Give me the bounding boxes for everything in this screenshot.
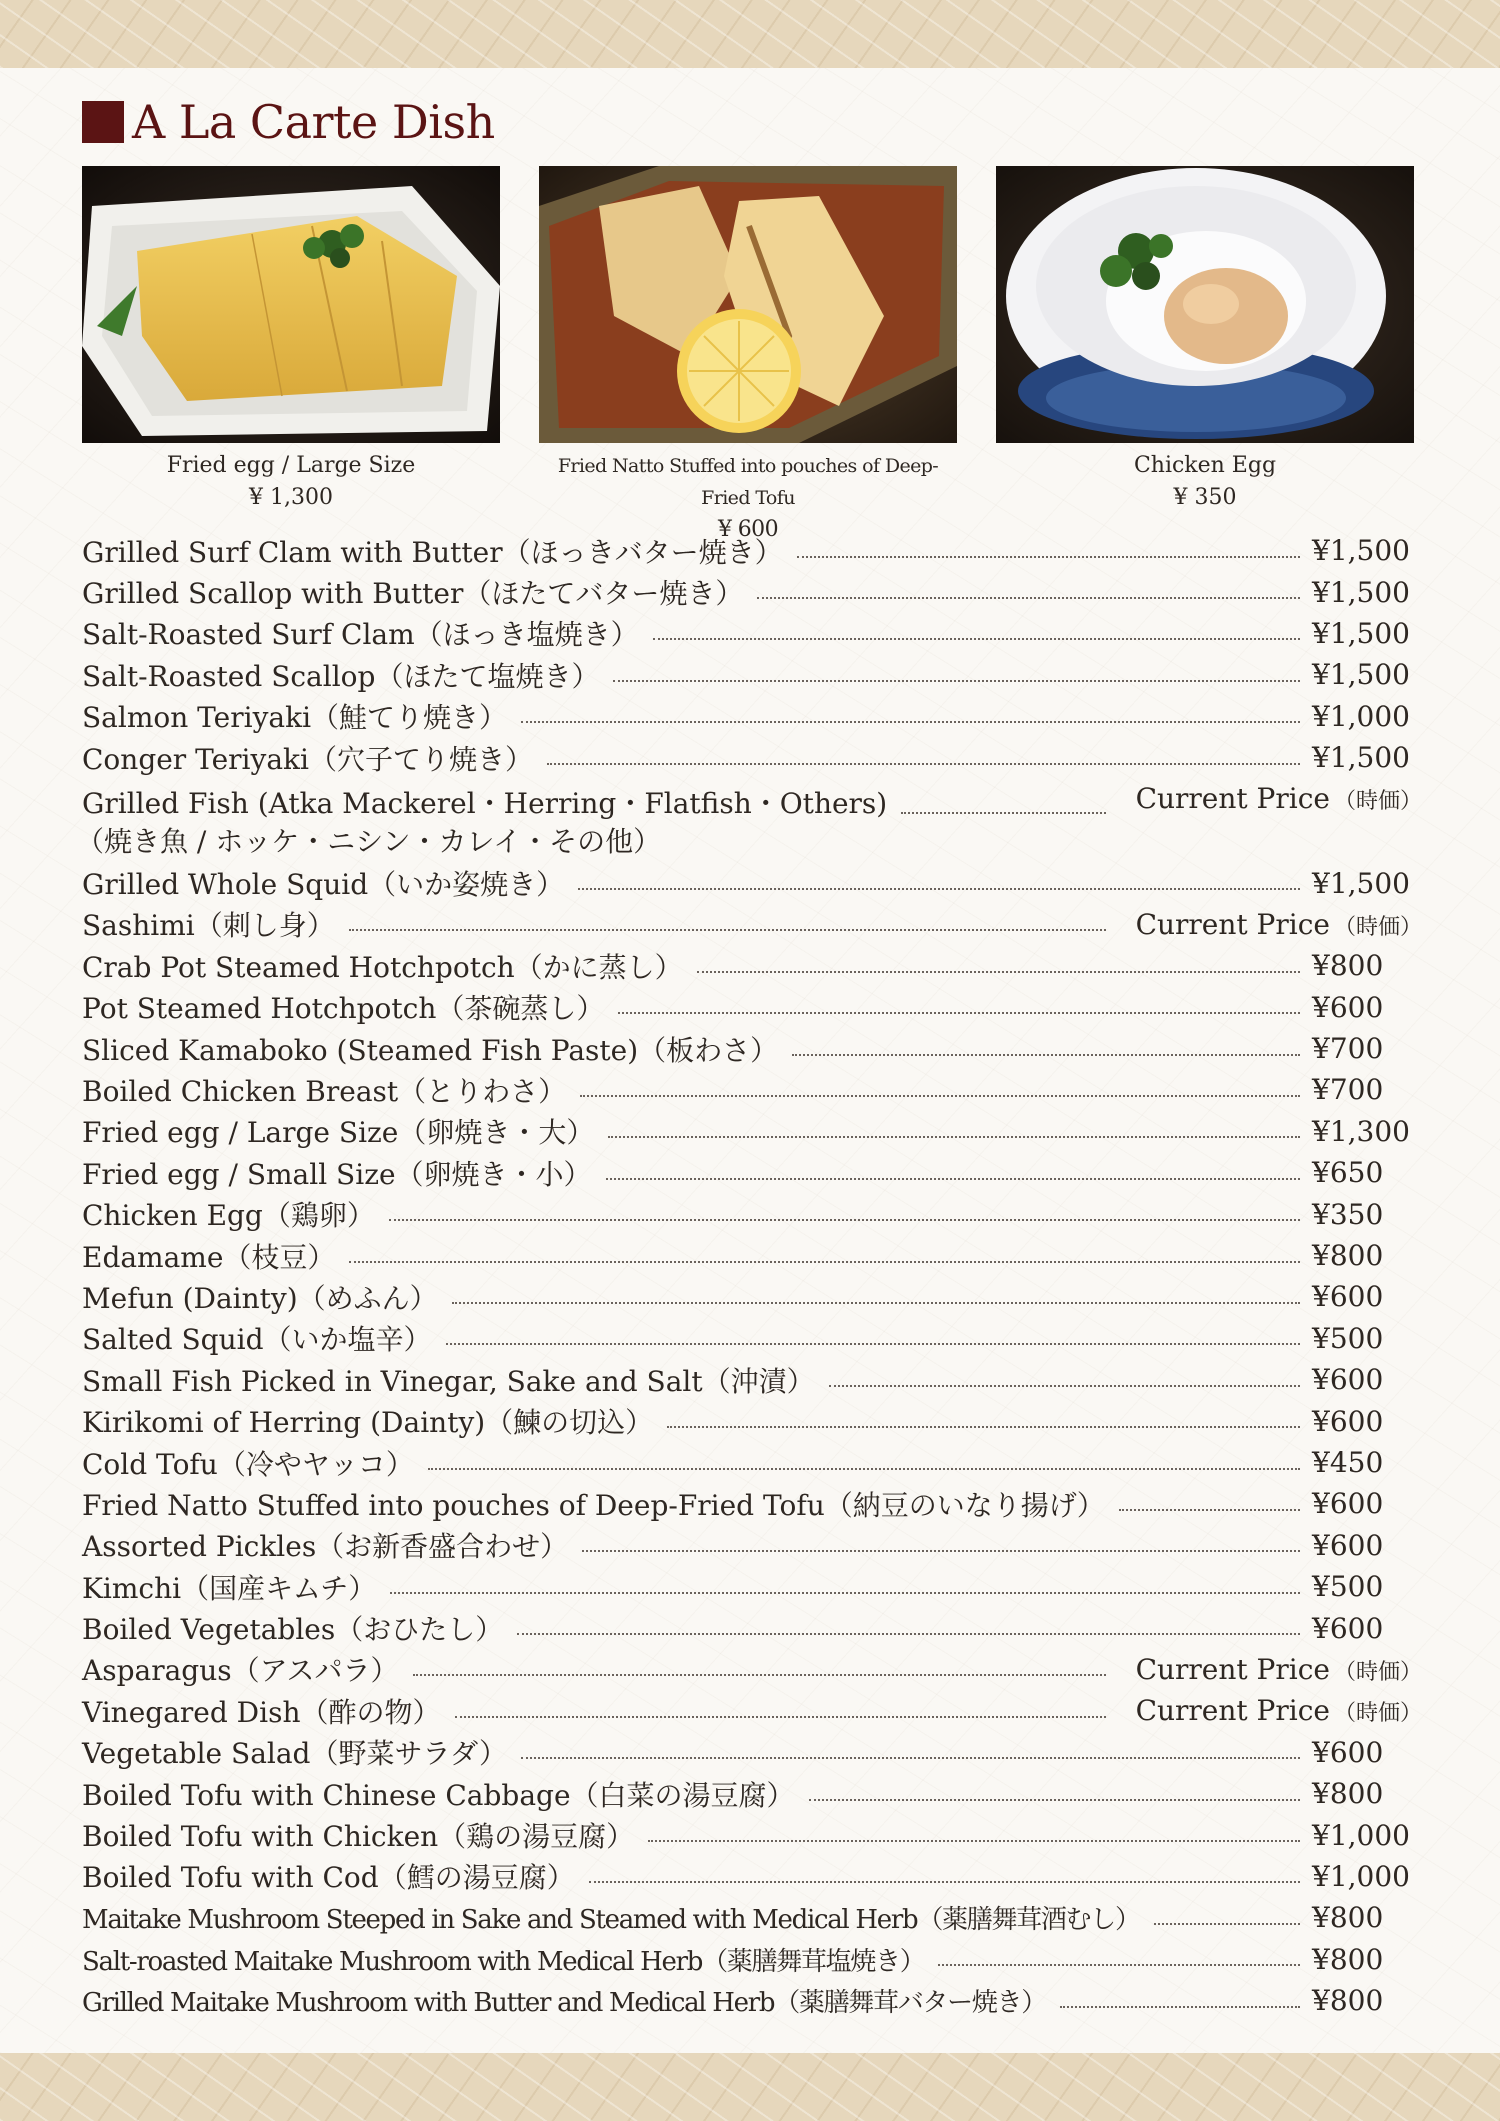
title-square-icon: [82, 101, 124, 143]
decorative-bottom-band: [0, 2053, 1500, 2121]
menu-item-price-value: ¥1,000: [1312, 699, 1410, 733]
menu-item-price-value: ¥600: [1312, 1528, 1384, 1562]
menu-item-price-value: ¥600: [1312, 1611, 1384, 1645]
menu-item-price: [1312, 1239, 1422, 1272]
menu-item-price-value: ¥800: [1312, 1984, 1384, 2018]
menu-item: [82, 1814, 1422, 1855]
menu-item-price: [1312, 1073, 1422, 1106]
dotted-leader: [589, 1881, 1300, 1883]
menu-item-name: Asparagus（アスパラ）: [82, 1654, 399, 1688]
menu-item-price: [1312, 1943, 1422, 1976]
menu-item-price-note: （時価）: [1333, 1659, 1422, 1685]
menu-item-price: [1312, 1115, 1422, 1148]
menu-item: [82, 1111, 1422, 1152]
menu-item-name: Kirikomi of Herring (Dainty)（鰊の切込）: [82, 1406, 654, 1440]
menu-item: [82, 654, 1422, 695]
menu-item-price-value: ¥500: [1312, 1570, 1384, 1604]
menu-item: [82, 613, 1422, 654]
menu-item-price: [1312, 1984, 1422, 2017]
menu-item: [82, 1359, 1422, 1400]
menu-item-price: [1312, 867, 1422, 900]
dotted-leader: [582, 1550, 1300, 1552]
menu-item-price-value: ¥600: [1312, 1404, 1384, 1438]
chicken-egg-bowl-photo: [996, 166, 1414, 443]
menu-item-price: [1312, 1156, 1422, 1189]
menu-item: [82, 1483, 1422, 1524]
menu-item-price-value: ¥1,300: [1312, 1114, 1410, 1148]
menu-item-price: [1312, 658, 1422, 691]
menu-item: [82, 696, 1422, 737]
dotted-leader: [809, 1799, 1300, 1801]
featured-name-2: Fried Natto Stuffed into pouches of Deep-Fried Tofu: [557, 455, 939, 509]
menu-item-price-value: ¥1,500: [1312, 575, 1410, 609]
menu-item: [82, 1193, 1422, 1234]
menu-item-name: Sashimi（刺し身）: [82, 909, 335, 943]
dotted-leader: [653, 638, 1300, 640]
menu-item-name: Mefun (Dainty)（めふん）: [82, 1281, 438, 1315]
dotted-leader: [517, 1633, 1300, 1635]
menu-item-price-value: ¥700: [1312, 1073, 1384, 1107]
menu-item-price-value: Current Price: [1135, 907, 1330, 941]
menu-item-name: Conger Teriyaki（穴子てり焼き）: [82, 742, 533, 776]
menu-item: [82, 1525, 1422, 1566]
menu-item-name: Grilled Maitake Mushroom with Butter and Medical Herb（薬膳舞茸バター焼き）: [82, 1988, 1046, 2019]
menu-item-price-value: ¥600: [1312, 1280, 1384, 1314]
section-title: [82, 94, 495, 150]
menu-item-price-value: ¥800: [1312, 949, 1384, 983]
menu-item-name: Salt-roasted Maitake Mushroom with Medical Herb（薬膳舞茸塩焼き）: [82, 1946, 925, 1977]
menu-item-name: Kimchi（国産キムチ）: [82, 1571, 377, 1605]
menu-item-price: [1312, 1570, 1422, 1603]
menu-item: [82, 904, 1422, 945]
menu-item-price: [1312, 1487, 1422, 1520]
menu-item: [82, 1939, 1422, 1980]
menu-item-price: [1312, 1446, 1422, 1479]
menu-item-price: [1312, 1736, 1422, 1769]
menu-item-price: [1312, 617, 1422, 650]
dotted-leader: [938, 1964, 1300, 1966]
decorative-top-band: [0, 0, 1500, 68]
menu-item-name: Boiled Tofu with Chinese Cabbage（白菜の湯豆腐）: [82, 1778, 795, 1812]
menu-item-name: Crab Pot Steamed Hotchpotch（かに蒸し）: [82, 950, 683, 984]
menu-item-price: [1312, 1198, 1422, 1231]
dotted-leader: [608, 1136, 1300, 1138]
menu-item-price: [1312, 1322, 1422, 1355]
dotted-leader: [547, 763, 1300, 765]
menu-item: [82, 737, 1422, 778]
menu-item-price: [1312, 1529, 1422, 1562]
dotted-leader: [613, 680, 1300, 682]
menu-item-price-value: ¥650: [1312, 1156, 1384, 1190]
menu-item-name: Small Fish Picked in Vinegar, Sake and Salt（沖漬）: [82, 1364, 815, 1398]
menu-item-name: Fried Natto Stuffed into pouches of Deep-Fried Tofu（納豆のいなり揚げ）: [82, 1488, 1105, 1522]
menu-item: [82, 1235, 1422, 1276]
dotted-leader: [521, 721, 1300, 723]
featured-price-3: ¥ 350: [1173, 485, 1237, 510]
dotted-leader: [349, 929, 1106, 931]
menu-item: [82, 1980, 1422, 2021]
menu-item-price: [1312, 1280, 1422, 1313]
menu-item-price: [1312, 1032, 1422, 1065]
rolled-omelette-photo: [82, 166, 500, 443]
dotted-leader: [428, 1468, 1300, 1470]
dotted-leader: [1119, 1509, 1300, 1511]
menu-item-price-value: ¥1,000: [1312, 1859, 1410, 1893]
dotted-leader: [349, 1261, 1300, 1263]
dotted-leader: [446, 1343, 1301, 1345]
menu-item-name: Edamame（枝豆）: [82, 1240, 336, 1274]
menu-item: [82, 1649, 1422, 1690]
menu-item-price-value: ¥600: [1312, 990, 1384, 1024]
menu-item-name: Vinegared Dish（酢の物）: [82, 1695, 441, 1729]
menu-item: [82, 1566, 1422, 1607]
menu-item-price-value: ¥1,500: [1312, 534, 1410, 568]
menu-item-price-value: Current Price: [1135, 1694, 1330, 1728]
menu-item-price-value: ¥800: [1312, 1901, 1384, 1935]
featured-name-1: Fried egg / Large Size: [166, 453, 416, 478]
menu-item: [82, 1690, 1422, 1731]
menu-item-price: [1136, 1653, 1422, 1686]
menu-item: [82, 571, 1422, 612]
menu-item-price-value: ¥500: [1312, 1321, 1384, 1355]
menu-item: [82, 1897, 1422, 1938]
dotted-leader: [521, 1757, 1300, 1759]
menu-item-name: Chicken Egg（鶏卵）: [82, 1199, 375, 1233]
menu-item-price: [1136, 908, 1422, 941]
menu-item-price-value: ¥800: [1312, 1239, 1384, 1273]
menu-item: [82, 1318, 1422, 1359]
menu-item: [82, 530, 1422, 571]
dotted-leader: [606, 1178, 1300, 1180]
menu-item-price: [1312, 949, 1422, 982]
menu-item-name: Maitake Mushroom Steeped in Sake and Steamed with Medical Herb（薬膳舞茸酒むし）: [82, 1905, 1140, 1936]
menu-item-price-value: ¥800: [1312, 1777, 1384, 1811]
dotted-leader: [389, 1219, 1300, 1221]
menu-item-name: Boiled Tofu with Chicken（鶏の湯豆腐）: [82, 1820, 635, 1854]
featured-price-2: ¥ 600: [718, 517, 778, 542]
dotted-leader: [667, 1426, 1300, 1428]
menu-item: [82, 1607, 1422, 1648]
menu-item-price: [1312, 1612, 1422, 1645]
menu-item-price: [1312, 1363, 1422, 1396]
menu-item-name: Pot Steamed Hotchpotch（茶碗蒸し）: [82, 992, 605, 1026]
menu-item: [82, 987, 1422, 1028]
featured-name-3: Chicken Egg: [1133, 453, 1277, 478]
menu-item-price: [1312, 700, 1422, 733]
menu-list: [76, 530, 1422, 2021]
menu-item-price: [1136, 782, 1422, 815]
menu-item: [82, 1732, 1422, 1773]
menu-item-price: [1312, 1860, 1422, 1893]
menu-item-name: Grilled Fish (Atka Mackerel・Herring・Flatfish・Others): [82, 787, 888, 821]
menu-item-price-value: ¥450: [1312, 1446, 1384, 1479]
menu-item: [82, 945, 1422, 986]
dotted-leader: [580, 1095, 1300, 1097]
menu-item-name: Boiled Vegetables（おひたし）: [82, 1613, 504, 1647]
menu-item-name: Grilled Surf Clam with Butter（ほっきバター焼き）: [82, 535, 783, 569]
menu-item-price: [1312, 741, 1422, 774]
dotted-leader: [455, 1716, 1106, 1718]
menu-item-price-value: ¥600: [1312, 1735, 1384, 1769]
dotted-leader: [792, 1054, 1300, 1056]
menu-item: [82, 1442, 1422, 1483]
featured-caption-3: [996, 450, 1414, 514]
menu-item: [82, 1152, 1422, 1193]
menu-item-price: [1312, 1819, 1422, 1852]
dotted-leader: [1060, 2006, 1300, 2008]
dotted-leader: [697, 971, 1300, 973]
menu-item-name: Grilled Scallop with Butter（ほたてバター焼き）: [82, 577, 744, 611]
dotted-leader: [452, 1302, 1300, 1304]
menu-item-price-value: ¥1,500: [1312, 658, 1410, 692]
menu-item-price-value: ¥1,500: [1312, 616, 1410, 650]
dotted-leader: [829, 1385, 1300, 1387]
menu-item-price-value: ¥1,000: [1312, 1818, 1410, 1852]
featured-price-1: ¥ 1,300: [249, 485, 333, 510]
menu-item-name: Salted Squid（いか塩辛）: [82, 1323, 432, 1357]
menu-item-name: Fried egg / Large Size（卵焼き・大）: [82, 1116, 595, 1150]
menu-item-price-value: ¥800: [1312, 1942, 1384, 1976]
menu-item-name: Salt-Roasted Scallop（ほたて塩焼き）: [82, 659, 600, 693]
dotted-leader: [618, 1012, 1300, 1014]
dotted-leader: [901, 812, 1105, 814]
menu-item-name: Boiled Tofu with Cod（鱈の湯豆腐）: [82, 1861, 575, 1895]
menu-item-name: Cold Tofu（冷やヤッコ）: [82, 1447, 414, 1481]
menu-item: [76, 778, 1422, 862]
menu-item: [82, 1276, 1422, 1317]
menu-item-price: [1136, 1694, 1422, 1727]
menu-item-name: Salmon Teriyaki（鮭てり焼き）: [82, 701, 508, 735]
menu-item: [82, 862, 1422, 903]
menu-item: [82, 1400, 1422, 1441]
section-title-text: A La Carte Dish: [132, 95, 495, 149]
dotted-leader: [390, 1592, 1300, 1594]
menu-item-price-value: ¥1,500: [1312, 866, 1410, 900]
menu-item-name: Grilled Whole Squid（いか姿焼き）: [82, 868, 565, 902]
menu-item: [82, 1028, 1422, 1069]
dotted-leader: [578, 888, 1300, 890]
fried-tofu-pouch-photo: [539, 166, 957, 443]
dotted-leader: [413, 1674, 1106, 1676]
menu-item-price-value: ¥350: [1312, 1197, 1384, 1231]
menu-item-price: [1312, 576, 1422, 609]
menu-item-name: Boiled Chicken Breast（とりわさ）: [82, 1074, 567, 1108]
menu-item-price-value: ¥700: [1312, 1032, 1384, 1066]
menu-item-price: [1312, 991, 1422, 1024]
menu-item-price-value: Current Price: [1135, 782, 1330, 816]
menu-item-price-note: （時価）: [1333, 914, 1422, 940]
menu-item-price-value: Current Price: [1135, 1652, 1330, 1686]
featured-caption-1: [82, 450, 500, 514]
menu-item-price-value: ¥600: [1312, 1363, 1384, 1397]
menu-item: [82, 1069, 1422, 1110]
dotted-leader: [648, 1840, 1300, 1842]
dotted-leader: [757, 597, 1300, 599]
menu-item-name: Salt-Roasted Surf Clam（ほっき塩焼き）: [82, 618, 639, 652]
menu-item-price-value: ¥600: [1312, 1487, 1384, 1521]
menu-item-price: [1312, 1777, 1422, 1810]
menu-item-name: Sliced Kamaboko (Steamed Fish Paste)（板わさ）: [82, 1033, 779, 1067]
menu-item-name: Vegetable Salad（野菜サラダ）: [82, 1737, 508, 1771]
menu-item: [82, 1856, 1422, 1897]
menu-item-name: Fried egg / Small Size（卵焼き・小）: [82, 1157, 592, 1191]
menu-item-price: [1312, 534, 1422, 567]
menu-item-name: Assorted Pickles（お新香盛合わせ）: [82, 1530, 569, 1564]
menu-item-price-note: （時価）: [1333, 789, 1422, 815]
menu-item-price-note: （時価）: [1333, 1701, 1422, 1727]
menu-item-subtitle: （焼き魚 / ホッケ・ニシン・カレイ・その他）: [76, 825, 662, 859]
menu-item: [82, 1773, 1422, 1814]
menu-item-price-value: ¥1,500: [1312, 741, 1410, 775]
menu-item-price: [1312, 1901, 1422, 1934]
dotted-leader: [1154, 1923, 1300, 1925]
menu-item-price: [1312, 1405, 1422, 1438]
dotted-leader: [797, 556, 1300, 558]
